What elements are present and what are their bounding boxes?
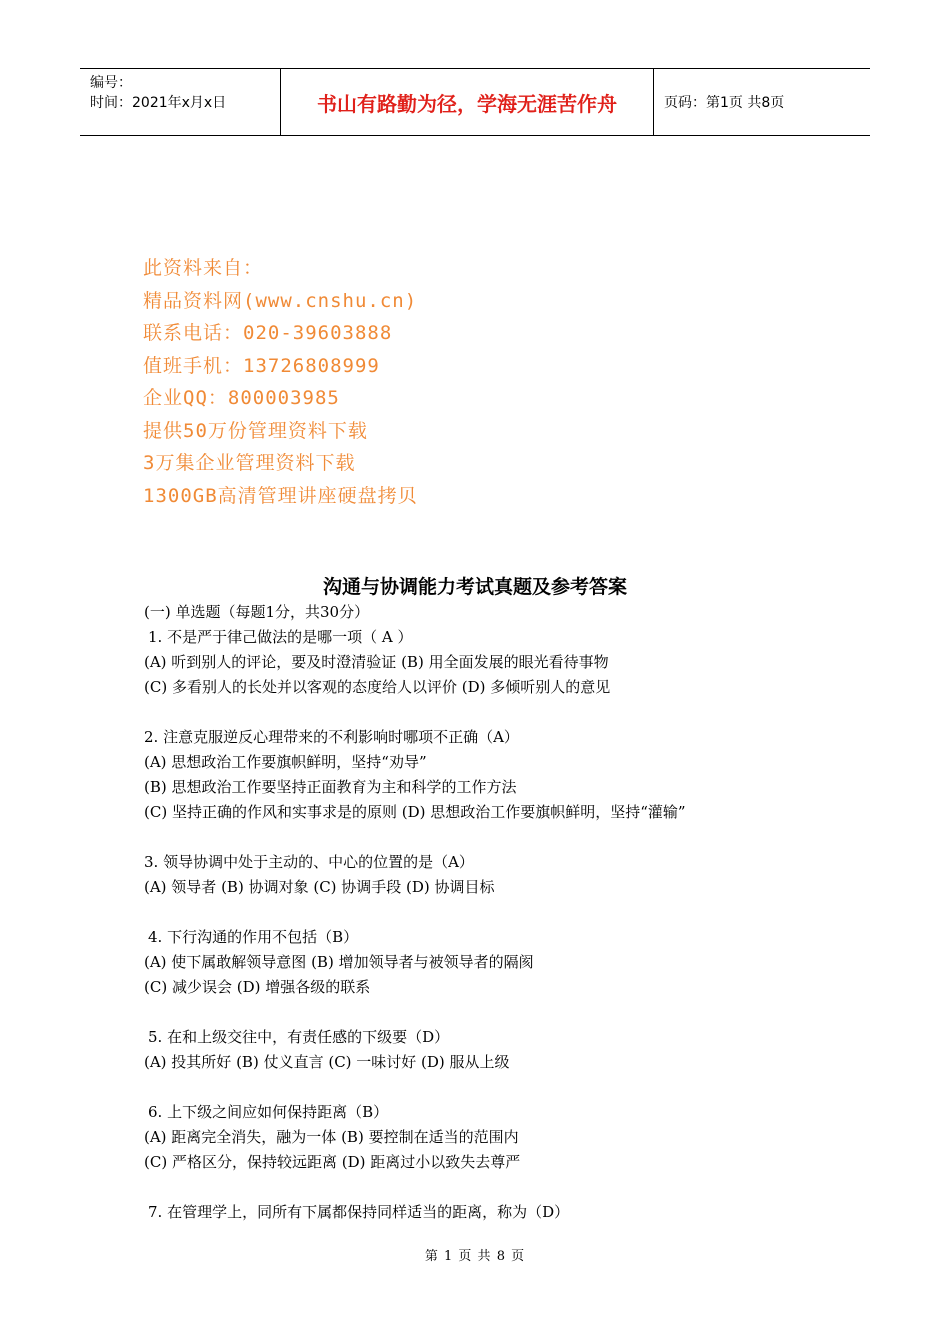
page-header — [80, 68, 870, 136]
page-footer: 第 1 页 共 8 页 — [424, 1249, 526, 1264]
ad-line: 联系电话：020-39603888 — [143, 322, 393, 344]
section-heading: (一) 单选题（每题1分，共30分） — [144, 603, 370, 621]
document-title: 沟通与协调能力考试真题及参考答案 — [322, 576, 627, 598]
ad-line: 精品资料网(www.cnshu.cn) — [143, 289, 418, 312]
question-2: 2. 注意克服逆反心理带来的不利影响时哪项不正确（A） — [144, 728, 519, 746]
question-4-option-line: (A) 使下属敢解领导意图 (B) 增加领导者与被领导者的隔阂 — [144, 953, 534, 971]
question-1-option-line: (A) 听到别人的评论，要及时澄清验证 (B) 用全面发展的眼光看待事物 — [144, 653, 609, 671]
question-6-option-line: (C) 严格区分，保持较远距离 (D) 距离过小以致失去尊严 — [144, 1153, 521, 1171]
question-3: 3. 领导协调中处于主动的、中心的位置的是（A） — [144, 853, 474, 871]
ad-line: 企业QQ：800003985 — [143, 387, 340, 409]
question-2-option-line: (C) 坚持正确的作风和实事求是的原则 (D) 思想政治工作要旗帜鲜明，坚持“灌输” — [144, 803, 686, 821]
question-6-option-line: (A) 距离完全消失，融为一体 (B) 要控制在适当的范围内 — [144, 1128, 519, 1146]
ad-line: 提供50万份管理资料下载 — [143, 419, 368, 442]
ad-line: 此资料来自： — [143, 257, 264, 279]
question-6: 6. 上下级之间应如何保持距离（B） — [148, 1103, 389, 1121]
document-body — [144, 600, 884, 1225]
question-4-option-line: (C) 减少误会 (D) 增强各级的联系 — [144, 978, 371, 996]
question-2-option-line: (A) 思想政治工作要旗帜鲜明，坚持“劝导” — [144, 753, 427, 771]
ad-line: 值班手机：13726808999 — [143, 354, 380, 377]
question-4: 4. 下行沟通的作用不包括（B） — [148, 928, 359, 946]
question-1: 1. 不是严于律己做法的是哪一项（ A ） — [148, 628, 413, 646]
question-1-option-line: (C) 多看别人的长处并以客观的态度给人以评价 (D) 多倾听别人的意见 — [144, 678, 611, 696]
number-label: 编号： — [90, 75, 132, 91]
question-2-option-line: (B) 思想政治工作要坚持正面教育为主和科学的工作方法 — [144, 778, 517, 796]
motto-text: 书山有路勤为径，学海无涯苦作舟 — [317, 91, 617, 116]
question-5-option-line: (A) 投其所好 (B) 仗义直言 (C) 一味讨好 (D) 服从上级 — [144, 1053, 510, 1071]
question-7: 7. 在管理学上，同所有下属都保持同样适当的距离，称为（D） — [148, 1203, 570, 1221]
ad-line: 1300GB高清管理讲座硬盘拷贝 — [143, 484, 418, 507]
header-page-cell — [654, 69, 870, 135]
question-3-option-line: (A) 领导者 (B) 协调对象 (C) 协调手段 (D) 协调目标 — [144, 878, 495, 896]
header-motto-cell — [281, 69, 654, 135]
page-info: 页码：第1页 共8页 — [664, 95, 785, 111]
header-meta-cell — [80, 69, 281, 135]
ad-line: 3万集企业管理资料下载 — [143, 452, 356, 474]
time-label: 时间：2021年x月x日 — [90, 95, 227, 111]
question-5: 5. 在和上级交往中，有责任感的下级要（D） — [148, 1028, 450, 1046]
source-ad-block — [143, 252, 418, 512]
